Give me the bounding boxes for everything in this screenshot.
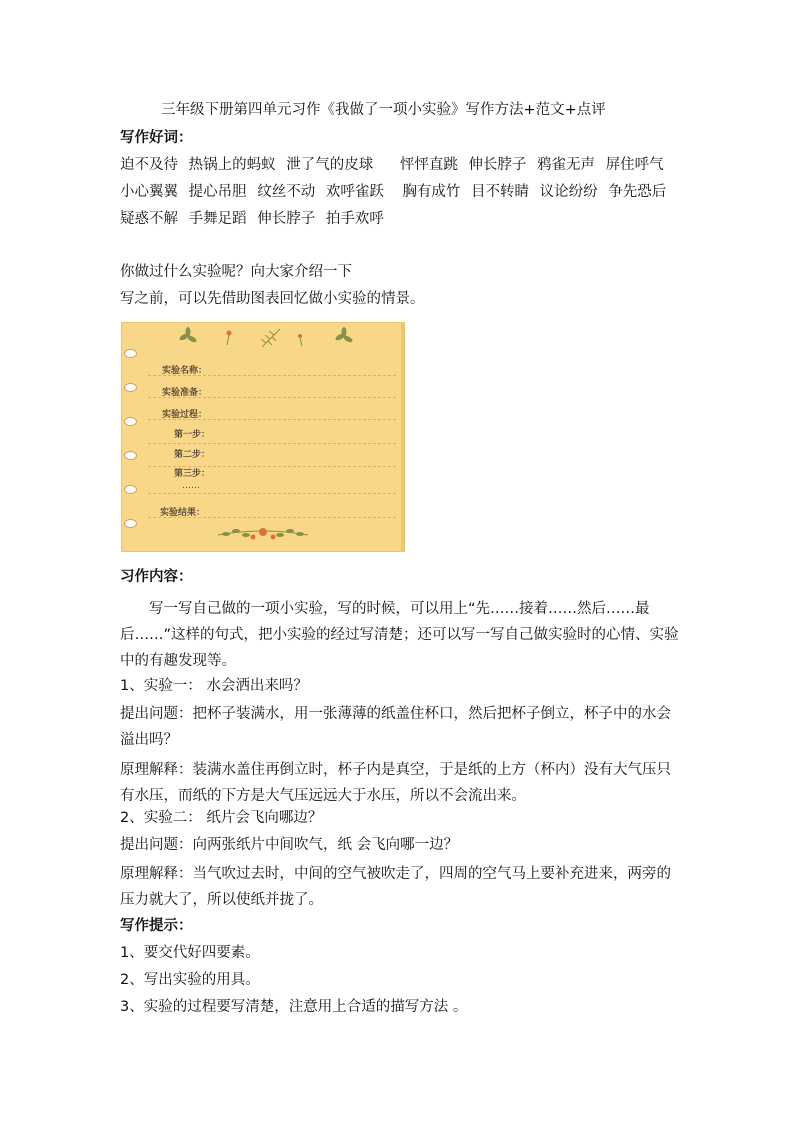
binder-ring — [124, 417, 137, 426]
card-edge-strip — [401, 323, 404, 551]
tip-1: 1、要交代好四要素。 — [120, 945, 260, 961]
experiment-1-explanation: 原理解释：装满水盖住再倒立时，杯子内是真空，于是纸的上方（杯内）没有大气压只有水压，而纸的下方是大气压远远大于水压，所以不会流出来。 — [120, 762, 671, 804]
form-label-prep: 实验准备： — [162, 388, 208, 398]
word: 小心翼翼 — [120, 184, 178, 200]
form-line — [148, 443, 396, 444]
content-paragraph: 写一写自己做的一项小实验，写的时候，可以用上“先……接着……然后……最后……”这样的句式，把小实验的经过写清楚；还可以写一写自己做实验时的心情、实验中的有趣发现等。 — [120, 601, 679, 669]
bottom-floral-decoration-icon — [122, 523, 404, 549]
word: 手舞足蹈 — [188, 211, 247, 227]
page-title: 三年级下册第四单元习作《我做了一项小实验》写作方法+范文+点评 — [161, 102, 606, 118]
form-label-step-2: 第二步： — [174, 450, 211, 460]
top-leaf-decoration-icon — [122, 323, 404, 353]
experiment-2-title: 2、实验二： 纸片会飞向哪边？ — [120, 810, 323, 826]
word: 怦怦直跳 — [399, 157, 458, 173]
word: 迫不及待 — [120, 157, 178, 173]
word: 争先恐后 — [608, 184, 667, 200]
experiment-1-title: 1、实验一： 水会洒出来吗？ — [120, 678, 308, 694]
word: 泄了气的皮球 — [286, 157, 374, 173]
intro-hint: 写之前，可以先借助图表回忆做小实验的情景。 — [120, 291, 425, 307]
tips-heading: 写作提示： — [120, 918, 193, 934]
form-line — [148, 493, 396, 494]
good-words-row-2 — [120, 182, 672, 202]
word: 伸长脖子 — [257, 211, 316, 227]
form-label-ellipsis: …… — [182, 481, 200, 491]
form-label-name: 实验名称： — [162, 366, 208, 376]
word: 胸有成竹 — [402, 184, 461, 200]
word: 目不转睛 — [471, 184, 530, 200]
word: 鸦雀无声 — [537, 157, 596, 173]
word: 伸长脖子 — [468, 157, 527, 173]
tip-2: 2、写出实验的用具。 — [120, 972, 260, 988]
good-words-row-3 — [120, 209, 390, 229]
good-words-row-1 — [120, 155, 670, 175]
form-label-step-3: 第三步： — [174, 469, 211, 479]
binder-ring — [124, 451, 137, 460]
word: 疑惑不解 — [120, 211, 178, 227]
experiment-form-card — [121, 322, 405, 552]
experiment-1-question: 提出问题：把杯子装满水，用一张薄薄的纸盖住杯口，然后把杯子倒立，杯子中的水会溢出吗？ — [120, 706, 671, 748]
word: 议论纷纷 — [539, 184, 598, 200]
form-label-process: 实验过程： — [162, 410, 208, 420]
experiment-2-question: 提出问题：向两张纸片中间吹气，纸 会飞向哪一边？ — [120, 837, 459, 853]
word: 热锅上的蚂蚁 — [188, 157, 276, 173]
word: 提心吊胆 — [188, 184, 247, 200]
intro-question: 你做过什么实验呢？向大家介绍一下 — [120, 264, 352, 280]
good-words-heading: 写作好词： — [120, 130, 193, 146]
experiment-2-explanation: 原理解释：当气吹过去时，中间的空气被吹走了，四周的空气马上要补充进来，两旁的压力就大了，所以使纸并拢了。 — [120, 866, 671, 908]
form-label-result: 实验结果： — [160, 508, 206, 518]
word: 欢呼雀跃 — [325, 184, 384, 200]
binder-ring — [124, 485, 137, 494]
tip-3: 3、实验的过程要写清楚，注意用上合适的描写方法 。 — [120, 999, 468, 1015]
form-label-step-1: 第一步： — [174, 430, 211, 440]
word: 屏住呼气 — [605, 157, 664, 173]
content-heading: 习作内容： — [120, 569, 193, 585]
word: 纹丝不动 — [257, 184, 316, 200]
word: 拍手欢呼 — [325, 211, 384, 227]
binder-ring — [124, 383, 137, 392]
